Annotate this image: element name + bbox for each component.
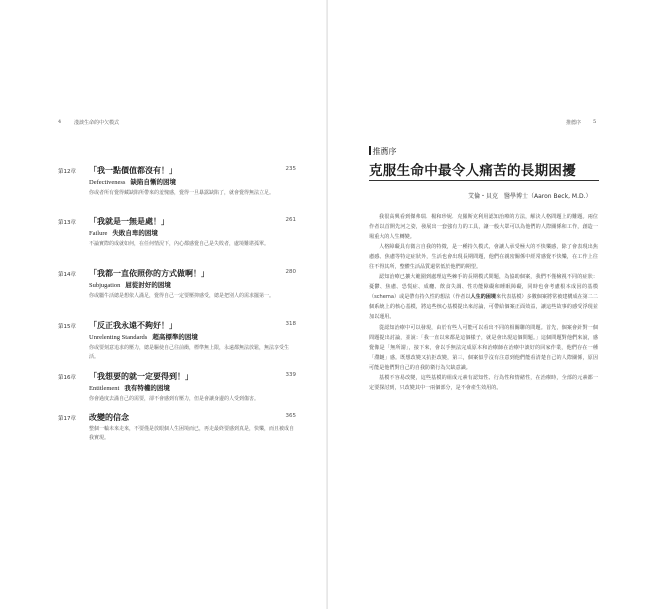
toc-page-number: 261 [285,217,296,223]
toc-subtitle-en: Defectiveness [89,179,126,186]
toc-chapter-title: 「我一點價值都沒有！」 [89,165,177,175]
toc-chapter-title: 「我都一直依照你的方式做啊！」 [89,268,209,278]
toc-page-number: 235 [285,166,296,172]
toc-subtitle-zh: 失敗自卑的困境 [112,229,158,237]
preface-body [369,212,598,393]
paragraph-text: 認知治療已擴大範圍到處理這些棘手的長期模式問題，為協助個案，我們不僅檢視不同的症狀：憂鬱、焦慮、恐慌症、成癮、飲食失調、性功能障礙和睡眠障礙，同時也會考慮根本成因的基模（schema）或是帶有持久性的想法（作者以 [369,274,598,301]
toc-subtitle-zh: 超高標準的困境 [152,333,198,341]
toc-page-number: 365 [285,413,296,419]
toc-subtitle-zh: 我有特權的困境 [124,384,170,392]
section-tag [369,146,397,157]
emphasis-text: 人生的困境 [470,294,496,301]
toc-subtitle [89,228,158,237]
title-divider [369,180,599,181]
right-running-title: 推薦序 [566,120,582,126]
toc-subtitle-zh: 屈從討好的困境 [125,281,171,289]
toc-chapter-title: 「反正我永遠不夠好！」 [89,320,177,330]
body-paragraph-2 [369,242,598,272]
toc-subtitle [89,383,170,392]
toc-description: 整個一輪未來走來，不要僅是放眼個人生困境而已，再走最終要感到真是，快樂，而且被成自我實現。 [89,426,295,441]
toc-subtitle-en: Entitlement [89,385,120,392]
paragraph-text: 來代表基模）多數個案將常被建構成在第二二個系統上的核心基模，將這些核心基模提出來討論，可帶給個案正面效益，讓這些故事的感受浮現並加以運用。 [369,294,598,321]
toc-subtitle-zh: 缺陷自慚的困境 [130,178,176,186]
left-page [0,0,327,609]
paragraph-text: 人格障礙具有微言自我的特徵，是一種持久模式，會讓人承受極大的不快樂感，除了會表現出焦慮感、焦慮等特定症狀外，生活也會出現長期問題，他們在親密關係中經常感覺不快樂，在工作上往往不得其所，整體生活品質還常低於他們的期望。 [369,244,598,271]
toc-chapter-title: 「我想要的就一定要得到！」 [89,371,193,381]
right-page-number: 5 [593,119,597,125]
body-paragraph-4 [369,323,598,373]
toc-subtitle-en: Unrelenting Standards [89,334,148,341]
toc-subtitle-en: Failure [89,230,108,237]
toc-chapter-title: 改變的信念 [89,412,129,422]
toc-chapter-number: 第15章 [58,324,76,330]
paragraph-text: 基模不容易改變，這些基模的組成元素有認知性、行為性和情緒性，在治療時，全部的元素都一定要探討到，只改變其中一兩個部分，是不會產生效用的。 [369,374,598,391]
toc-description: 你或屬牛活總是想依人滿足，覺得自己一定要壓抑感受，總是把別人的需求擺第一。 [89,293,275,299]
toc-chapter-number: 第16章 [58,375,76,381]
paragraph-text: 我很高興看到傑弗瑞．楊和珍妮．克羅斯克利用認知治療的方法，解決人格問題上的難題。兩位作者以首開先河之姿，發展出一套強有力的工具，讓一般大眾可以為他們的人際關係和工作，創造一場重大的人生轉變。 [369,214,598,241]
toc-description: 你會過度去滿自己的需要，卻不會感到有壓力，但是會讓身邊的人受到傷害。 [89,396,260,402]
toc-page-number: 318 [285,321,296,327]
tag-bar [369,146,371,155]
paragraph-text: 從認知治療中可以發現，由於有些人可能可以看出不同的相關聯的問題。首先，個案會針對一個問題提出討論，並說：「我一直以來都是這個樣子，就是會出現這個問題。」這個問題對他們來說，感覺像是「無所謂」，接下來，會以手無法完成原本和治療師在治療中談好的回家作業，他們存在一種「滯鏈」感。既想改變又抗拒改變，第三，個案似乎沒有注意到他們能看清楚自己的人際關係，原因可能是他們對自己的自我防衛行為欠缺意識。 [369,324,598,371]
left-running-title: 淺談生命的中欠模式 [74,120,120,126]
toc-chapter-number: 第14章 [58,272,76,278]
toc-page-number: 280 [285,269,296,275]
body-paragraph-5 [369,373,598,393]
body-paragraph-1 [369,212,598,242]
toc-description: 你或者所有覺得藏缺陷所帶來的羞愧感，覺得一旦暴露缺陷了，就會覺得無法立足。 [89,190,275,196]
toc-chapter-number: 第17章 [58,416,76,422]
toc-subtitle-en: Subjugation [89,282,121,289]
toc-subtitle [89,280,171,289]
body-paragraph-3 [369,272,598,322]
preface-title: 克服生命中最令人痛苦的長期困擾 [369,163,576,179]
toc-chapter-title: 「我就是一無是處！」 [89,216,169,226]
toc-subtitle [89,332,198,341]
section-tag-label: 推薦序 [372,147,397,156]
toc-chapter-number: 第12章 [58,169,76,175]
toc-description: 不論實際的成就如何，在任何情況下，內心都感覺自己是失敗者，處境難堪孤單。 [89,241,270,247]
toc-subtitle [89,177,176,186]
preface-byline: 艾倫・貝克 醫學博士（Aaron Beck, M.D.） [468,193,592,200]
toc-page-number: 339 [285,372,296,378]
toc-chapter-number: 第13章 [58,220,76,226]
toc-description: 你或要刻意追求的壓力，總是驅使自己往前衝，標準無上限，永遠都無法放鬆，無法享受生活。 [89,345,290,360]
left-page-number: 4 [58,119,62,125]
